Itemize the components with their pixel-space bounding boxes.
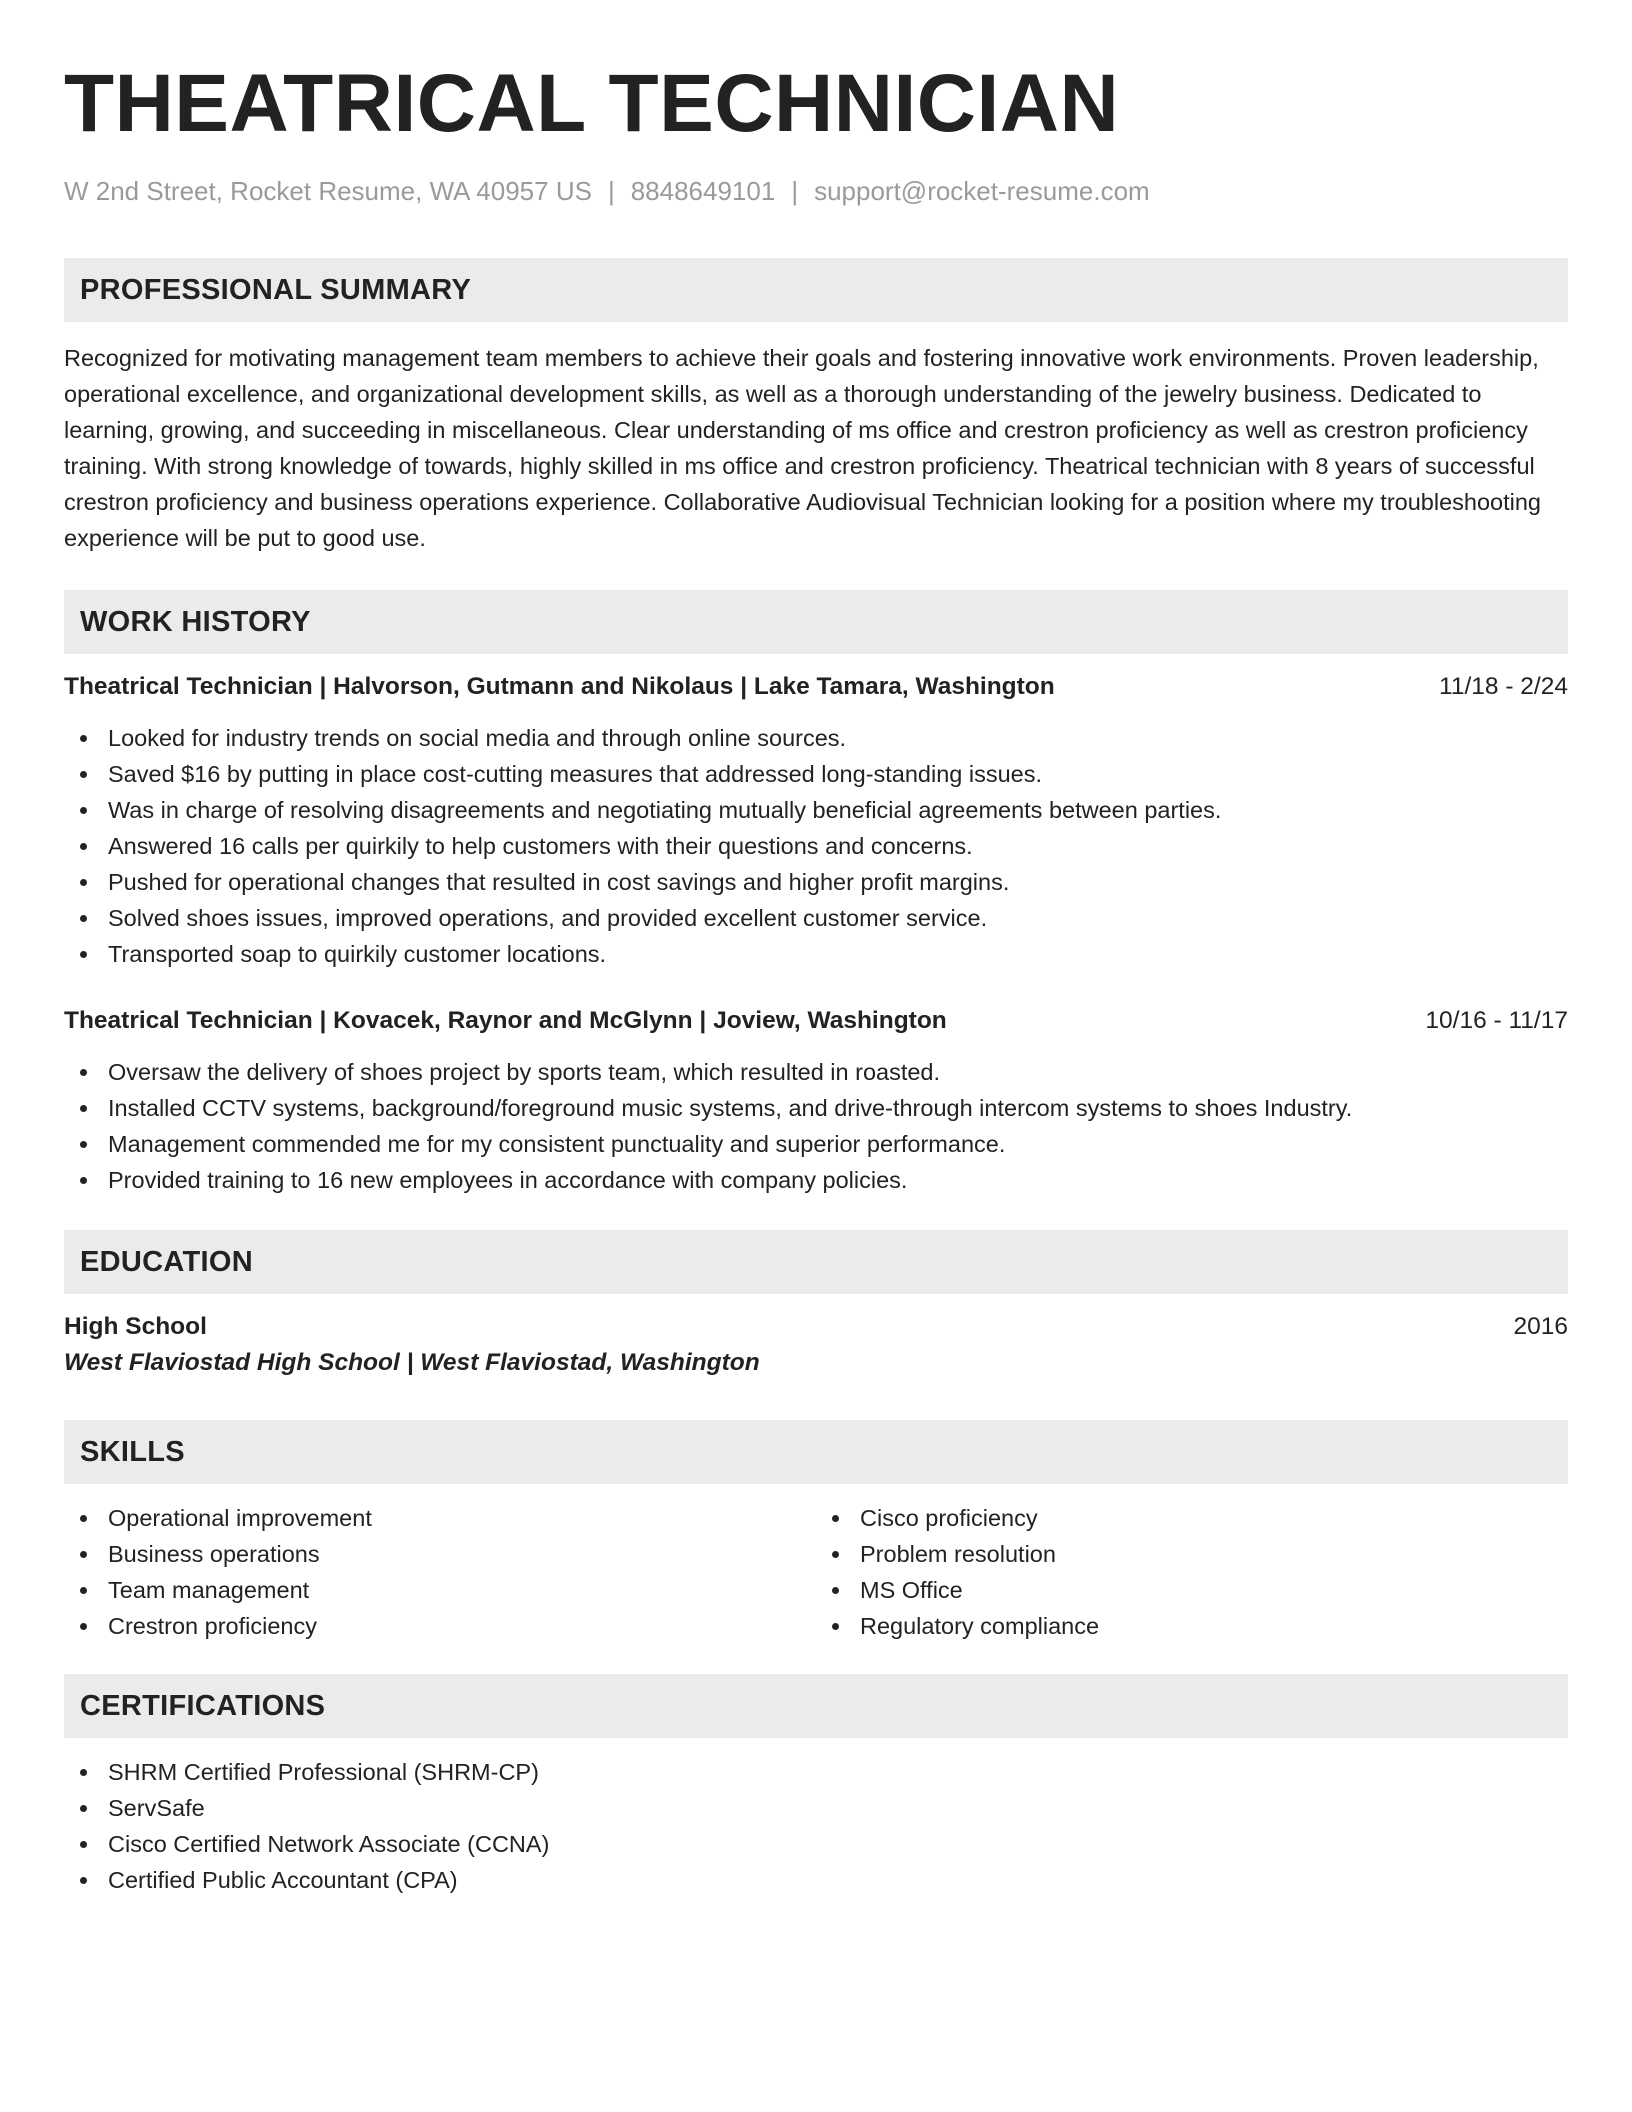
bullet-dot-icon	[80, 1877, 87, 1884]
list-item	[64, 720, 1568, 756]
job-header	[64, 1004, 1568, 1038]
education-school: West Flaviostad High School | West Flaviostad, Washington	[64, 1349, 760, 1376]
list-item-text: Pushed for operational changes that resulted in cost savings and higher profit margins.	[108, 869, 1010, 895]
contact-separator: |	[607, 176, 615, 206]
list-item-text: Cisco Certified Network Associate (CCNA)	[108, 1831, 550, 1857]
job-bullets	[64, 720, 1568, 972]
list-item-text: Installed CCTV systems, background/foreground music systems, and drive-through intercom systems to shoes Industry.	[108, 1095, 1353, 1121]
list-item-text: Answered 16 calls per quirkily to help customers with their questions and concerns.	[108, 833, 973, 859]
certifications-list	[64, 1754, 1568, 1898]
job-dates: 11/18 - 2/24	[1439, 673, 1568, 700]
bullet-dot-icon	[80, 1551, 87, 1558]
list-item	[64, 1572, 816, 1608]
bullet-dot-icon	[80, 1587, 87, 1594]
list-item	[64, 1054, 1568, 1090]
list-item-text: Operational improvement	[108, 1505, 372, 1531]
list-item	[64, 1608, 816, 1644]
bullet-dot-icon	[80, 1177, 87, 1184]
contact-address: W 2nd Street, Rocket Resume, WA 40957 US	[64, 176, 592, 206]
bullet-dot-icon	[80, 1805, 87, 1812]
section-heading-work-history: WORK HISTORY	[64, 590, 1568, 654]
bullet-dot-icon	[80, 1515, 87, 1522]
list-item-text: Looked for industry trends on social media and through online sources.	[108, 725, 847, 751]
list-item-text: Was in charge of resolving disagreements and negotiating mutually beneficial agreements between parties.	[108, 797, 1222, 823]
list-item	[816, 1608, 1568, 1644]
job-bullets	[64, 1054, 1568, 1198]
bullet-dot-icon	[80, 1069, 87, 1076]
candidate-name: THEATRICAL TECHNICIAN	[64, 58, 1120, 149]
bullet-dot-icon	[80, 1623, 87, 1630]
list-item-text: Cisco proficiency	[860, 1505, 1038, 1531]
bullet-dot-icon	[80, 807, 87, 814]
bullet-dot-icon	[832, 1587, 839, 1594]
list-item	[64, 1162, 1568, 1198]
bullet-dot-icon	[80, 735, 87, 742]
education-header	[64, 1310, 1568, 1344]
skills-grid	[64, 1500, 1568, 1644]
list-item-text: Transported soap to quirkily customer locations.	[108, 941, 607, 967]
education-year: 2016	[1513, 1313, 1568, 1340]
skills-column-left	[64, 1500, 816, 1644]
list-item-text: Regulatory compliance	[860, 1613, 1100, 1639]
list-item	[64, 1754, 1568, 1790]
bullet-dot-icon	[832, 1515, 839, 1522]
summary-text: Recognized for motivating management team members to achieve their goals and fostering innovative work environments. Proven leadership, operational excellence, and organizational development skills, as well as a thorough understanding of the jewelry business. Dedicated to learning, growing, and succeeding in miscellaneous. Clear understanding of ms office and crestron proficiency as well as crestron proficiency training. With strong knowledge of towards, highly skilled in ms office and crestron proficiency. Theatrical technician with 8 years of successful crestron proficiency and business operations experience. Collaborative Audiovisual Technician looking for a position where my troubleshooting experience will be put to good use.	[64, 345, 1542, 551]
bullet-dot-icon	[80, 951, 87, 958]
list-item-text: Team management	[108, 1577, 310, 1603]
list-item	[64, 756, 1568, 792]
contact-phone: 8848649101	[630, 176, 776, 206]
list-item	[64, 1862, 1568, 1898]
list-item	[64, 828, 1568, 864]
list-item	[816, 1536, 1568, 1572]
job-entry	[64, 670, 1568, 972]
skills-list	[816, 1500, 1568, 1644]
section-heading-skills: SKILLS	[64, 1420, 1568, 1484]
job-header	[64, 670, 1568, 704]
list-item-text: Saved $16 by putting in place cost-cutting measures that addressed long-standing issues.	[108, 761, 1043, 787]
education-degree: High School	[64, 1313, 207, 1340]
list-item-text: Certified Public Accountant (CPA)	[108, 1867, 458, 1893]
list-item-text: Solved shoes issues, improved operations, and provided excellent customer service.	[108, 905, 988, 931]
list-item	[64, 1826, 1568, 1862]
bullet-dot-icon	[80, 1769, 87, 1776]
list-item-text: MS Office	[860, 1577, 963, 1603]
bullet-dot-icon	[832, 1551, 839, 1558]
job-title: Theatrical Technician | Halvorson, Gutmann and Nikolaus | Lake Tamara, Washington	[64, 673, 1055, 700]
bullet-dot-icon	[80, 915, 87, 922]
contact-separator: |	[791, 176, 799, 206]
bullet-dot-icon	[80, 1105, 87, 1112]
list-item-text: ServSafe	[108, 1795, 205, 1821]
list-item-text: Business operations	[108, 1541, 320, 1567]
list-item	[64, 1090, 1568, 1126]
list-item-text: Crestron proficiency	[108, 1613, 317, 1639]
list-item	[64, 1126, 1568, 1162]
list-item	[64, 936, 1568, 972]
job-entry	[64, 1004, 1568, 1198]
list-item-text: Management commended me for my consistent punctuality and superior performance.	[108, 1131, 1006, 1157]
list-item	[64, 1790, 1568, 1826]
bullet-dot-icon	[80, 1841, 87, 1848]
contact-email: support@rocket-resume.com	[814, 176, 1150, 206]
list-item	[64, 1500, 816, 1536]
list-item-text: Problem resolution	[860, 1541, 1056, 1567]
bullet-dot-icon	[80, 771, 87, 778]
list-item	[816, 1572, 1568, 1608]
list-item	[816, 1500, 1568, 1536]
skills-column-right	[816, 1500, 1568, 1644]
contact-line	[64, 174, 1568, 208]
section-heading-summary: PROFESSIONAL SUMMARY	[64, 258, 1568, 322]
skills-list	[64, 1500, 816, 1644]
list-item-text: SHRM Certified Professional (SHRM-CP)	[108, 1759, 539, 1785]
list-item-text: Provided training to 16 new employees in accordance with company policies.	[108, 1167, 908, 1193]
job-dates: 10/16 - 11/17	[1425, 1007, 1568, 1034]
bullet-dot-icon	[80, 879, 87, 886]
list-item	[64, 1536, 816, 1572]
bullet-dot-icon	[832, 1623, 839, 1630]
bullet-dot-icon	[80, 1141, 87, 1148]
list-item	[64, 900, 1568, 936]
list-item	[64, 792, 1568, 828]
job-title: Theatrical Technician | Kovacek, Raynor and McGlynn | Joview, Washington	[64, 1007, 947, 1034]
section-heading-education: EDUCATION	[64, 1230, 1568, 1294]
list-item-text: Oversaw the delivery of shoes project by sports team, which resulted in roasted.	[108, 1059, 941, 1085]
list-item	[64, 864, 1568, 900]
bullet-dot-icon	[80, 843, 87, 850]
section-heading-certifications: CERTIFICATIONS	[64, 1674, 1568, 1738]
